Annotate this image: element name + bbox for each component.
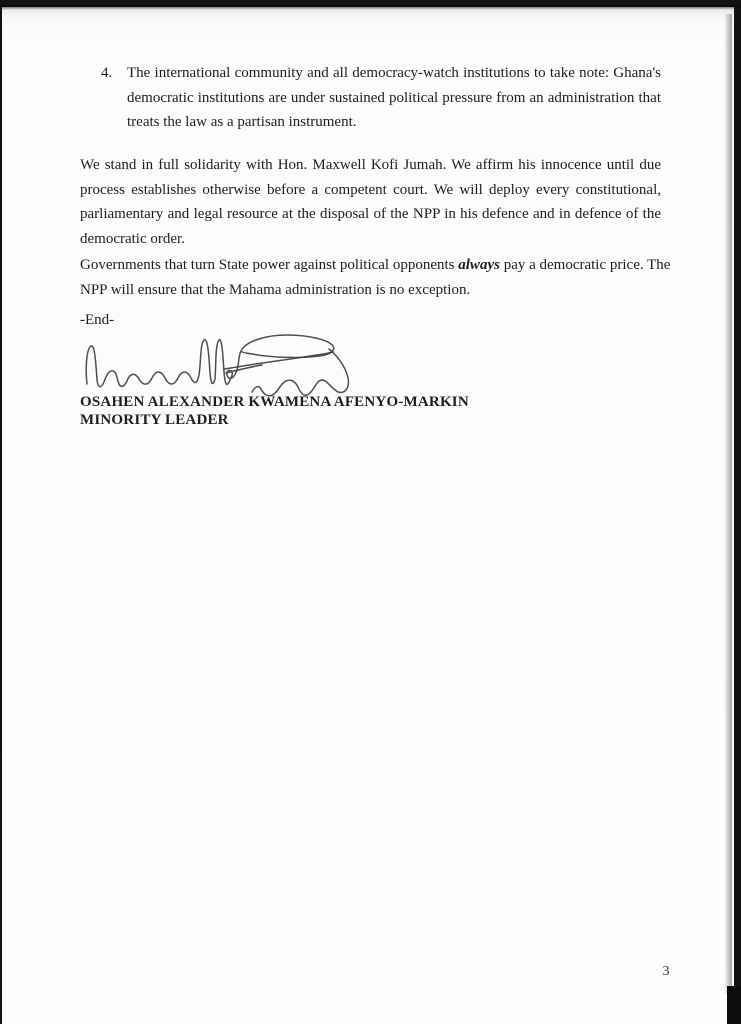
list-item-4-line: The international community and all democracy-watch institutions to take note: Ghana's (127, 65, 661, 81)
price-line-emphasis: always (458, 257, 500, 273)
paragraph-solidarity (80, 153, 661, 251)
paragraph-line (80, 253, 671, 278)
price-line-post: pay a democratic price. The (499, 257, 671, 273)
list-item-4-body (127, 61, 661, 135)
document-page (2, 7, 734, 1024)
price-line-pre: Governments that turn State power against political opponents (80, 257, 459, 273)
list-item-4-line: treats the law as a partisan instrument. (127, 114, 357, 131)
signatory-name: OSAHEN ALEXANDER KWAMENA AFENYO-MARKIN (80, 394, 469, 410)
paragraph-line: NPP will ensure that the Mahama administration is no exception. (80, 281, 471, 298)
paragraph-democratic-price (80, 253, 671, 302)
paragraph-line: democratic order. (80, 230, 185, 247)
end-marker: -End- (80, 312, 115, 328)
signatory-title: MINORITY LEADER (80, 411, 229, 428)
signature-icon (82, 332, 354, 402)
top-edge-shadow (0, 5, 741, 10)
paragraph-line: process establishes otherwise before a competent court. We will deploy every constitutional, (80, 181, 661, 198)
page-number: 3 (662, 964, 670, 979)
signature-scribble-icon (82, 332, 354, 402)
list-item-4 (101, 61, 661, 135)
paper-edge-shadow (725, 14, 732, 995)
paragraph-line: parliamentary and legal resource at the disposal of the NPP in his defence and in defence of the (80, 206, 661, 223)
signatory-block (80, 394, 540, 429)
list-item-4-marker: 4. (101, 65, 113, 81)
paragraph-line: We stand in full solidarity with Hon. Maxwell Kofi Jumah. We affirm his innocence until due (80, 157, 661, 173)
bottom-right-backdrop (727, 986, 741, 1024)
list-item-4-line: democratic institutions are under sustained political pressure from an administration that (127, 89, 661, 106)
